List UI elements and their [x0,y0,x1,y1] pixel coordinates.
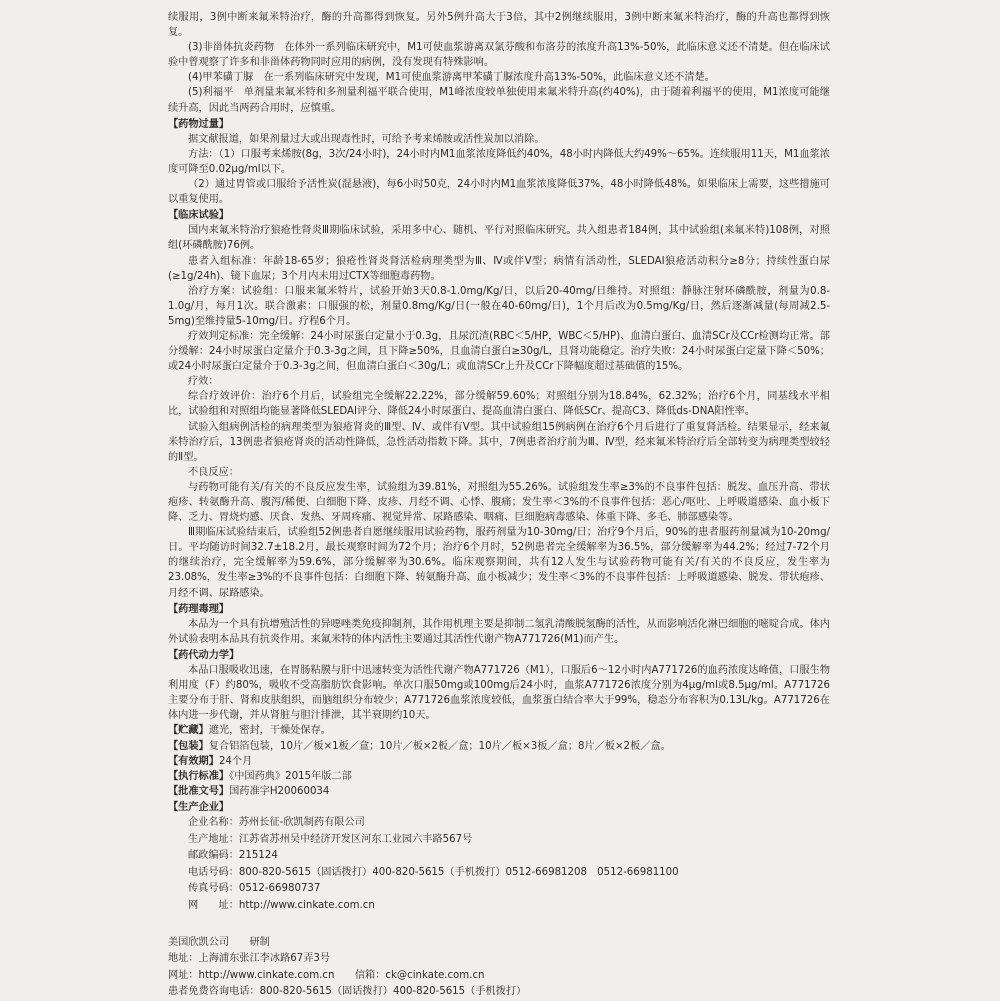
section-heading-overdose: 【药物过量】 [168,118,230,130]
trial-paragraph: 试验入组病例活检的病理类型为狼疮肾炎的Ⅲ型、Ⅳ、或伴有Ⅴ型。其中试验组15例病例在治疗6个月后进行了重复肾活检。结果显示，经来氟米特治疗后，13例患者狼疮肾炎的活动性降低，急性活动指数下降。其中，7例患者治疗前为Ⅲ、Ⅳ型，经来氟米特治疗后全部转变为病理类型较轻的Ⅱ型。 [168,421,830,463]
trial-paragraph: 治疗方案：试验组：口服来氟米特片，试验开始3天0.8-1.0mg/Kg/日，以后20-40mg/日维持。对照组：静脉注射环磷酰胺，剂量为0.8-1.0g/月，每月1次。联合激素：口服强的松，剂量0.8mg/Kg/日(一般在40-60mg/日)，1个月后改为0.5mg/Kg/日，然后逐渐减量(每周减2.5-5mg)至维持量5-10mg/日。疗程6个月。 [168,285,830,327]
developer-line: 网址：http://www.cinkate.com.cn 信箱：ck@cinkate.com.cn [168,969,485,981]
package-row [168,739,830,754]
trial-paragraph: 疗效判定标准：完全缓解：24小时尿蛋白定量小于0.3g，且尿沉渣(RBC＜5/HP，WBC＜5/HP)、血清白蛋白、血清SCr及CCr检测均正常。部分缓解：24小时尿蛋白定量介于0.3-3g之间，且下降≥50%，且血清白蛋白≥30g/L，且肾功能稳定。治疗失败：24小时尿蛋白定量下降＜50%；或24小时尿蛋白定量介于0.3-3g之间，但血清白蛋白＜30g/L；或血清SCr上升及CCr下降幅度超过基础值的15%。 [168,330,830,373]
interaction-paragraph: (3)非甾体抗炎药物 在体外一系列临床研究中，M1可使血浆游离双氯芬酸和布洛芬的浓度升高13%-50%，此临床意义还不清楚。但在临床试验中曾观察了许多和非甾体药物同时应用的病例，没有发现有特殊影响。 [168,42,830,69]
overdose-paragraph: （2）通过胃管或口服给予活性炭(混悬液)，每6小时50克，24小时内M1血浆浓度降低37%，48小时降低48%。如果临床上需要，这些措施可以重复使用。 [168,179,830,206]
storage-heading: 【贮藏】 [168,725,209,737]
section-heading-clinical-trial: 【临床试验】 [168,210,230,222]
manufacturer-line: 生产地址：江苏省苏州吴中经济开发区河东工业园六丰路567号 [188,833,473,845]
developer-line: 美国欣凯公司 研制 [168,936,270,948]
package-text: 复合铝箔包装，10片／板×1板／盒；10片／板×2板／盒；10片／板×3板／盒；8片／板×2板／盒。 [208,740,671,752]
manufacturer-line: 网 址：http://www.cinkate.com.cn [188,899,375,911]
storage-row [168,723,830,738]
standard-row [168,769,830,784]
section-heading-pharmacokinetics: 【药代动力学】 [168,649,240,661]
validity-text: 24个月 [218,755,253,767]
trial-paragraph: 与药物可能有关/有关的不良反应发生率，试验组为39.81%，对照组为55.26%。试验组发生率≥3%的不良事件包括：脱发、血压升高、带状疱疹、转氨酶升高、腹泻/稀便、白细胞下降、皮疹、月经不调、心悸、腹痛；发生率＜3%的不良事件包括：恶心/呕吐、上呼吸道感染、血小板下降、乏力、胃烧灼感、厌食、发热、牙周疼痛、视觉异常、尿路感染、咽痛、巨细胞病毒感染、体重下降、多毛、肺部感染等。 [168,481,830,524]
trial-paragraph: Ⅲ期临床试验结束后，试验组52例患者自愿继续服用试验药物，服药剂量为10-30mg/日；治疗9个月后，90%的患者服药剂量减为10-20mg/日。平均随访时间32.7±18.2月，最长观察时间为72个月；治疗6个月时，52例患者完全缓解率为36.5%，部分缓解率为44.2%；经过7-72个月的继续治疗，完全缓解率为59.6%，部分缓解率为30.6%。临床观察期间，共有12人发生与试验药物可能有关/有关的不良反应，发生率为23.08%，发生率≥3%的不良事件包括：白细胞下降、转氨酶升高、血小板减少；发生率＜3%的不良事件包括：上呼吸道感染、脱发、带状疱疹、月经不调、尿路感染。 [168,527,830,599]
trial-paragraph: 疗效： [188,376,219,388]
spacer [168,915,830,935]
trial-paragraph: 综合疗效评价：治疗6个月后，试验组完全缓解22.22%，部分缓解59.60%；对照组分别为18.84%，62.32%；治疗6个月，同基线水平相比，试验组和对照组均能显著降低SLEDAI评分、降低24小时尿蛋白、提高血清白蛋白、降低SCr、提高C3、降低ds-DNA阳性率。 [168,391,830,418]
manufacturer-line: 企业名称：苏州长征-欣凯制药有限公司 [188,816,365,828]
overdose-paragraph: 方法：（1）口服考来烯胺(8g，3次/24小时)，24小时内M1血浆浓度降低约40%，48小时内降低大约49%～65%。连续服用11天，M1血浆浓度可降至0.02μg/ml以下。 [168,148,830,175]
standard-text: 《中国药典》2015年版二部 [229,770,352,782]
developer-line: 患者免费咨询电话：800-820-5615（固话拨打）400-820-5615（手机拨打） [168,986,527,998]
validity-heading: 【有效期】 [168,755,219,767]
pharmacology-paragraph: 本品为一个具有抗增殖活性的异噁唑类免疫抑制剂，其作用机理主要是抑制二氢乳清酸脱氢酶的活性，从而影响活化淋巴细胞的嘧啶合成。体内外试验表明本品具有抗炎作用。来氟米特的体内活性主要通过其活性代谢产物A771726(M1)而产生。 [168,618,830,645]
pharmacokinetics-paragraph: 本品口服吸收迅速，在胃肠粘膜与肝中迅速转变为活性代谢产物A771726（M1），口服后6～12小时内A771726的血药浓度达峰值，口服生物利用度（F）约80%，吸收不受高脂肪饮食影响。单次口服50mg或100mg后24小时，血浆A771726浓度分别为4μg/ml或8.5μg/ml。A771726主要分布于肝、肾和皮肤组织，而脑组织分布较少；A771726血浆浓度较低，血浆蛋白结合率大于99%，稳态分布容积为0.13L/kg。A771726在体内进一步代谢，并从肾脏与胆汁排泄，其半衰期约10天。 [168,665,830,722]
section-heading-manufacturer: 【生产企业】 [168,801,230,813]
insert-text-column [168,10,830,1001]
manufacturer-line: 电话号码：800-820-5615（固话拨打）400-820-5615（手机拨打）0512-66981208 0512-66981100 [188,866,679,878]
standard-heading: 【执行标准】 [168,770,230,782]
developer-line: 地址：上海浦东张江李冰路67弄3号 [168,953,331,965]
approval-text: 国药准字H20060034 [229,785,330,797]
validity-row [168,754,830,769]
interaction-paragraph: (4)甲苯磺丁脲 在一系列临床研究中发现，M1可使血浆游离甲苯磺丁脲浓度升高13%-50%，此临床意义还不清楚。 [188,72,715,84]
approval-heading: 【批准文号】 [168,785,230,797]
section-heading-pharmacology: 【药理毒理】 [168,603,230,615]
manufacturer-line: 邮政编码：215124 [188,850,278,862]
interaction-paragraph: (5)利福平 单剂量来氟米特和多剂量利福平联合使用，M1峰浓度较单独使用来氟米特升高(约40%)，由于随着利福平的使用，M1浓度可能继续升高，因此当两药合用时，应慎重。 [168,87,830,114]
manufacturer-line: 传真号码：0512-66980737 [188,883,321,895]
trial-paragraph: 不良反应： [188,466,239,478]
storage-text: 遮光，密封，干燥处保存。 [208,725,331,737]
interaction-paragraph: 续服用，3例中断来氟米特治疗，酶的升高都得到恢复。另外5例升高大于3倍，其中2例继续服用，3例中断来氟米特治疗，酶的升高也都得到恢复。 [168,12,830,39]
approval-row [168,784,830,799]
trial-paragraph: 患者入组标准：年龄18-65岁；狼疮性肾炎肾活检病理类型为Ⅲ、Ⅳ或伴Ⅴ型；病情有活动性，SLEDAI狼疮活动积分≥8分；持续性蛋白尿(≥1g/24h)、镜下血尿；3个月内未用过CTX等细胞毒药物。 [168,255,830,282]
overdose-paragraph: 据文献报道，如果剂量过大或出现毒性时，可给予考来烯胺或活性炭加以消除。 [188,133,545,145]
package-heading: 【包装】 [168,740,209,752]
trial-paragraph: 国内来氟米特治疗狼疮性肾炎Ⅲ期临床试验，采用多中心、随机、平行对照临床研究。共入组患者184例，其中试验组(来氟米特)108例，对照组(环磷酰胺)76例。 [168,225,830,252]
